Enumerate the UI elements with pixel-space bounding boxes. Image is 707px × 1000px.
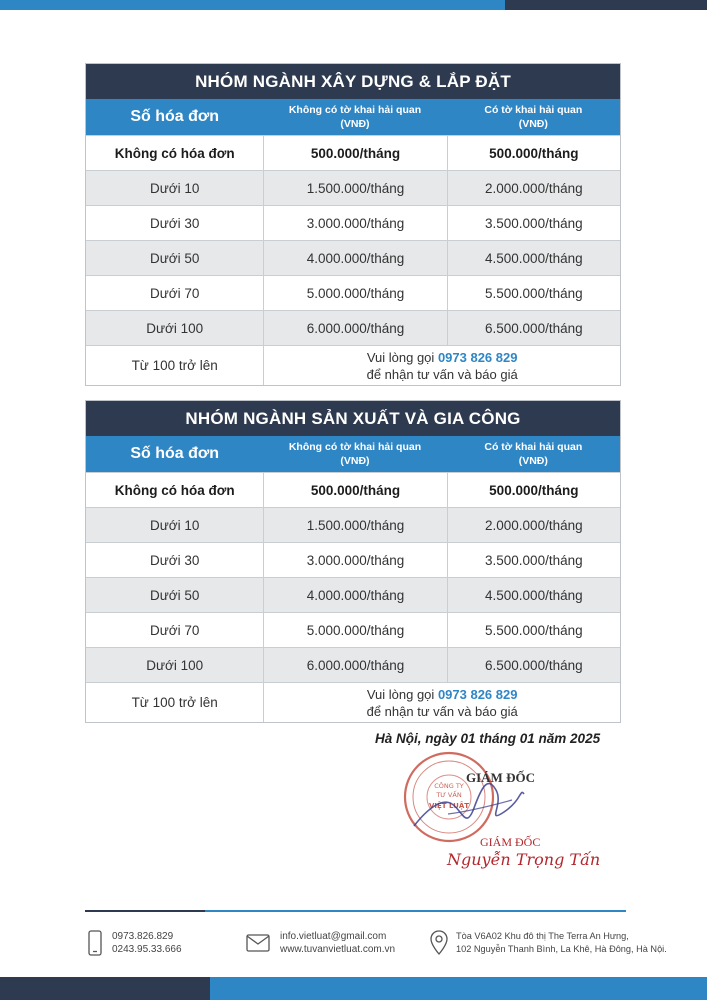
header-with-customs [447, 436, 620, 472]
table-row [86, 507, 620, 542]
signing-date: Hà Nội, ngày 01 tháng 01 năm 2025 [375, 731, 601, 746]
price-no-customs: 500.000/tháng [263, 136, 446, 170]
header-no-customs-label: Không có tờ khai hải quan [288, 441, 422, 453]
contact-line-1 [367, 686, 518, 703]
table-row [86, 205, 620, 240]
row-label: Dưới 10 [149, 180, 200, 196]
header-with-customs-label: Có tờ khai hải quan [484, 441, 583, 453]
footer-address-line-2: 102 Nguyễn Thanh Bình, La Khê, Hà Đông, Hà Nội. [456, 944, 667, 954]
table-row [86, 310, 620, 345]
footer-phone-1[interactable]: 0973.826.829 [112, 931, 174, 942]
price-with-customs: 6.500.000/tháng [447, 648, 620, 682]
table-row [86, 577, 620, 612]
contact-note [263, 346, 620, 385]
phone-icon [88, 930, 102, 956]
header-no-customs-unit: (VNĐ) [340, 455, 370, 467]
top-bar-blue [0, 0, 505, 10]
price-no-customs: 4.000.000/tháng [263, 578, 446, 612]
table-row [86, 612, 620, 647]
price-with-customs: 5.500.000/tháng [447, 613, 620, 647]
price-no-customs: 1.500.000/tháng [263, 171, 446, 205]
price-no-customs: 6.000.000/tháng [263, 648, 446, 682]
price-no-customs: 3.000.000/tháng [263, 206, 446, 240]
table-row [86, 135, 620, 170]
svg-text:TƯ VẤN: TƯ VẤN [436, 791, 462, 799]
table-row [86, 542, 620, 577]
contact-phone[interactable]: 0973 826 829 [437, 686, 518, 702]
price-with-customs: 4.500.000/tháng [447, 578, 620, 612]
row-label: Không có hóa đơn [114, 482, 235, 498]
footer-divider-dark [85, 910, 205, 912]
row-label: Dưới 100 [146, 320, 204, 336]
table-row-contact [86, 345, 620, 385]
table-row [86, 472, 620, 507]
footer-divider-blue [205, 910, 626, 912]
bottom-bar-blue [210, 977, 707, 1000]
director-title-stamp: GIÁM ĐỐC [480, 835, 541, 849]
director-title: GIÁM ĐỐC [466, 770, 535, 785]
price-table-construction [85, 63, 621, 386]
price-with-customs: 3.500.000/tháng [447, 206, 620, 240]
handwritten-signature [408, 768, 528, 840]
row-label: Dưới 100 [146, 657, 204, 673]
footer-address-line-1: Tòa V6A02 Khu đô thị The Terra An Hưng, [456, 931, 629, 941]
footer-divider [85, 910, 626, 912]
header-with-customs-unit: (VNĐ) [518, 118, 548, 130]
header-invoice-count: Số hóa đơn [130, 445, 220, 462]
price-with-customs: 5.500.000/tháng [447, 276, 620, 310]
svg-text:VIỆT LUẬT: VIỆT LUẬT [428, 802, 470, 810]
top-bar-dark [505, 0, 707, 10]
footer-phone-2[interactable]: 0243.95.33.666 [112, 944, 182, 955]
row-label: Dưới 70 [149, 622, 200, 638]
price-no-customs: 1.500.000/tháng [263, 508, 446, 542]
table-row [86, 647, 620, 682]
location-icon [430, 930, 448, 956]
table-header [86, 436, 620, 472]
email-icon [246, 934, 270, 952]
footer-website[interactable]: www.tuvanvietluat.com.vn [280, 944, 396, 955]
header-with-customs [447, 99, 620, 135]
table-title: NHÓM NGÀNH SẢN XUẤT VÀ GIA CÔNG [86, 401, 620, 436]
row-label: Dưới 50 [149, 587, 200, 603]
price-with-customs: 6.500.000/tháng [447, 311, 620, 345]
header-with-customs-label: Có tờ khai hải quan [484, 104, 583, 116]
header-invoice-count: Số hóa đơn [130, 108, 220, 125]
signer-name: Nguyễn Trọng Tấn [447, 850, 601, 869]
row-label: Từ 100 trở lên [131, 695, 218, 710]
table-row [86, 240, 620, 275]
contact-line-2: để nhận tư vấn và báo giá [366, 703, 518, 719]
row-label: Dưới 50 [149, 250, 200, 266]
price-no-customs: 6.000.000/tháng [263, 311, 446, 345]
price-no-customs: 3.000.000/tháng [263, 543, 446, 577]
footer-phone [88, 930, 182, 956]
price-with-customs: 3.500.000/tháng [447, 543, 620, 577]
row-label: Dưới 70 [149, 285, 200, 301]
table-title: NHÓM NGÀNH XÂY DỰNG & LẮP ĐẶT [86, 64, 620, 99]
row-label: Từ 100 trở lên [131, 358, 218, 373]
price-no-customs: 5.000.000/tháng [263, 276, 446, 310]
footer-contact [246, 930, 395, 956]
table-row-contact [86, 682, 620, 722]
header-with-customs-unit: (VNĐ) [518, 455, 548, 467]
contact-line-1 [367, 349, 518, 366]
top-accent-bar [0, 0, 707, 10]
header-no-customs [263, 99, 446, 135]
header-no-customs [263, 436, 446, 472]
price-with-customs: 500.000/tháng [447, 473, 620, 507]
row-label: Dưới 30 [149, 552, 200, 568]
price-no-customs: 500.000/tháng [263, 473, 446, 507]
contact-prefix: Vui lòng gọi [366, 349, 435, 365]
table-row [86, 275, 620, 310]
footer-address [430, 930, 667, 956]
table-row [86, 170, 620, 205]
contact-line-2: để nhận tư vấn và báo giá [366, 366, 518, 382]
footer-email[interactable]: info.vietluat@gmail.com [280, 931, 387, 942]
contact-phone[interactable]: 0973 826 829 [437, 349, 518, 365]
header-no-customs-label: Không có tờ khai hải quan [288, 104, 422, 116]
row-label: Dưới 30 [149, 215, 200, 231]
price-no-customs: 5.000.000/tháng [263, 613, 446, 647]
price-with-customs: 500.000/tháng [447, 136, 620, 170]
table-header [86, 99, 620, 135]
svg-text:CÔNG TY: CÔNG TY [434, 782, 464, 790]
price-no-customs: 4.000.000/tháng [263, 241, 446, 275]
bottom-accent-bar [0, 977, 707, 1000]
row-label: Không có hóa đơn [114, 145, 235, 161]
contact-note [263, 683, 620, 722]
price-with-customs: 2.000.000/tháng [447, 508, 620, 542]
price-with-customs: 4.500.000/tháng [447, 241, 620, 275]
header-no-customs-unit: (VNĐ) [340, 118, 370, 130]
contact-prefix: Vui lòng gọi [366, 686, 435, 702]
bottom-bar-dark [0, 977, 210, 1000]
price-table-manufacturing [85, 400, 621, 723]
price-with-customs: 2.000.000/tháng [447, 171, 620, 205]
row-label: Dưới 10 [149, 517, 200, 533]
